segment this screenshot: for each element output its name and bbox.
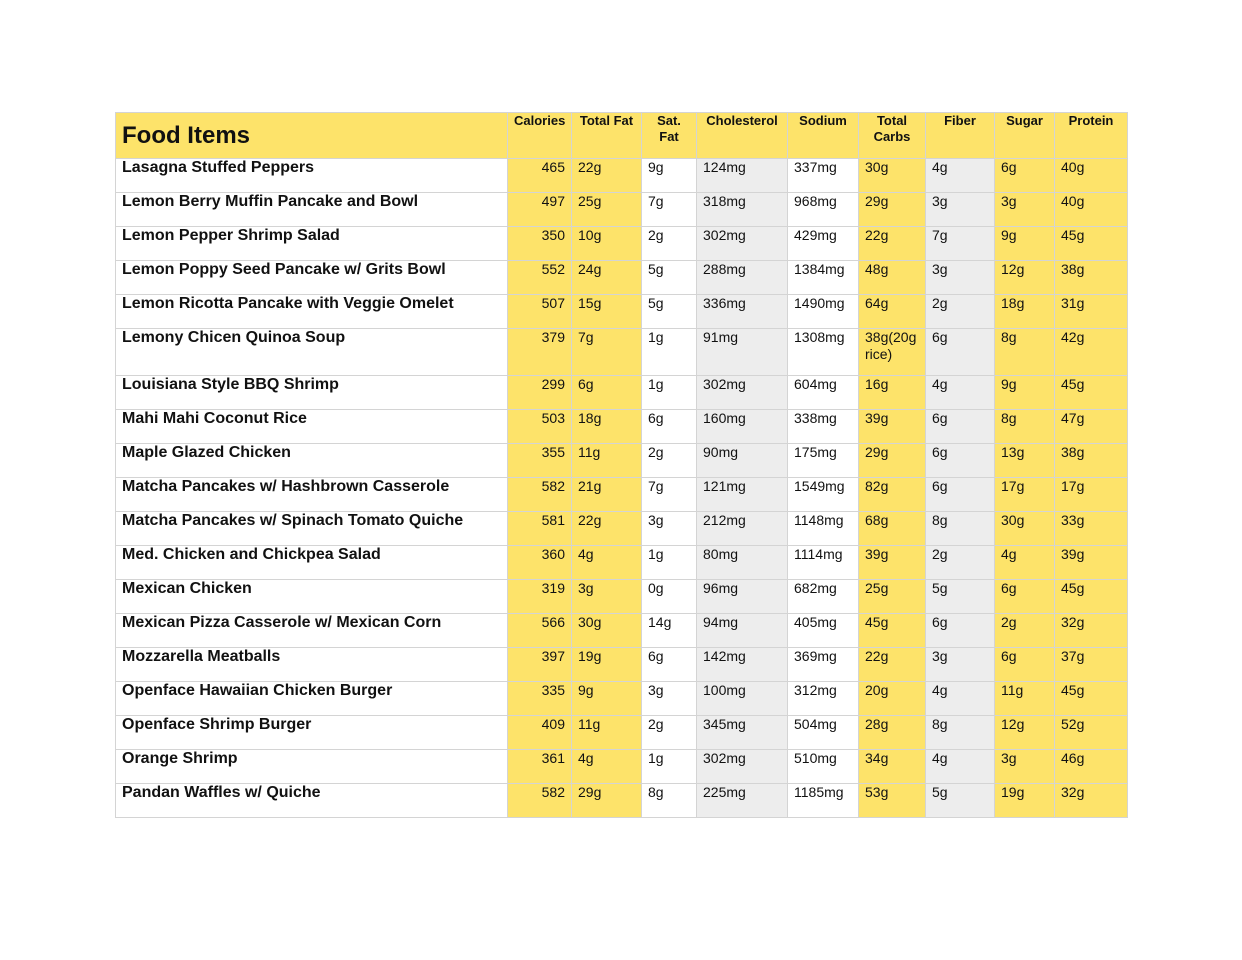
table-row (116, 329, 1128, 376)
cell-cholesterol: 124mg (697, 159, 788, 193)
cell-calories: 465 (508, 159, 572, 193)
cell-protein: 32g (1055, 614, 1128, 648)
cell-calories: 503 (508, 410, 572, 444)
cell-cholesterol: 100mg (697, 682, 788, 716)
cell-sugar: 4g (995, 546, 1055, 580)
cell-sat-fat: 2g (642, 227, 697, 261)
cell-sugar: 12g (995, 261, 1055, 295)
cell-sodium: 1114mg (788, 546, 859, 580)
cell-calories: 581 (508, 512, 572, 546)
cell-total-carbs: 20g (859, 682, 926, 716)
cell-sodium: 504mg (788, 716, 859, 750)
cell-protein: 42g (1055, 329, 1128, 376)
nutrition-table (115, 112, 1128, 818)
cell-sugar: 9g (995, 227, 1055, 261)
cell-total-fat: 25g (572, 193, 642, 227)
table-row (116, 478, 1128, 512)
cell-calories: 350 (508, 227, 572, 261)
cell-total-carbs: 22g (859, 227, 926, 261)
cell-protein: 45g (1055, 580, 1128, 614)
cell-protein: 46g (1055, 750, 1128, 784)
cell-sugar: 9g (995, 376, 1055, 410)
cell-sodium: 429mg (788, 227, 859, 261)
cell-calories: 397 (508, 648, 572, 682)
cell-cholesterol: 288mg (697, 261, 788, 295)
cell-cholesterol: 121mg (697, 478, 788, 512)
cell-sodium: 1308mg (788, 329, 859, 376)
cell-calories: 335 (508, 682, 572, 716)
table-row (116, 512, 1128, 546)
cell-fiber: 6g (926, 329, 995, 376)
food-item-name: Mahi Mahi Coconut Rice (116, 410, 508, 444)
cell-total-carbs: 45g (859, 614, 926, 648)
cell-total-fat: 10g (572, 227, 642, 261)
food-item-name: Louisiana Style BBQ Shrimp (116, 376, 508, 410)
cell-sodium: 1384mg (788, 261, 859, 295)
cell-calories: 552 (508, 261, 572, 295)
cell-total-fat: 7g (572, 329, 642, 376)
cell-sodium: 338mg (788, 410, 859, 444)
cell-cholesterol: 212mg (697, 512, 788, 546)
cell-protein: 37g (1055, 648, 1128, 682)
header-sat-fat: Sat. Fat (642, 113, 697, 159)
cell-sugar: 8g (995, 410, 1055, 444)
cell-sat-fat: 2g (642, 716, 697, 750)
cell-sat-fat: 8g (642, 784, 697, 818)
cell-fiber: 5g (926, 580, 995, 614)
table-row (116, 159, 1128, 193)
cell-protein: 45g (1055, 227, 1128, 261)
food-item-name: Matcha Pancakes w/ Spinach Tomato Quiche (116, 512, 508, 546)
cell-fiber: 4g (926, 750, 995, 784)
cell-total-carbs: 68g (859, 512, 926, 546)
header-protein: Protein (1055, 113, 1128, 159)
cell-total-fat: 6g (572, 376, 642, 410)
food-item-name: Med. Chicken and Chickpea Salad (116, 546, 508, 580)
cell-fiber: 6g (926, 614, 995, 648)
cell-sodium: 369mg (788, 648, 859, 682)
cell-total-fat: 3g (572, 580, 642, 614)
table-row (116, 444, 1128, 478)
table-row (116, 193, 1128, 227)
cell-fiber: 4g (926, 682, 995, 716)
food-item-name: Openface Shrimp Burger (116, 716, 508, 750)
cell-fiber: 7g (926, 227, 995, 261)
cell-sat-fat: 7g (642, 478, 697, 512)
cell-sat-fat: 14g (642, 614, 697, 648)
cell-protein: 31g (1055, 295, 1128, 329)
food-item-name: Openface Hawaiian Chicken Burger (116, 682, 508, 716)
cell-sodium: 1148mg (788, 512, 859, 546)
header-sodium: Sodium (788, 113, 859, 159)
cell-total-carbs: 29g (859, 193, 926, 227)
cell-sat-fat: 1g (642, 546, 697, 580)
cell-cholesterol: 80mg (697, 546, 788, 580)
header-total-fat: Total Fat (572, 113, 642, 159)
table-row (116, 614, 1128, 648)
cell-sodium: 1185mg (788, 784, 859, 818)
food-item-name: Lasagna Stuffed Peppers (116, 159, 508, 193)
cell-fiber: 3g (926, 648, 995, 682)
cell-total-fat: 24g (572, 261, 642, 295)
cell-sat-fat: 1g (642, 329, 697, 376)
cell-calories: 355 (508, 444, 572, 478)
header-total-carbs: Total Carbs (859, 113, 926, 159)
cell-sodium: 968mg (788, 193, 859, 227)
cell-calories: 497 (508, 193, 572, 227)
cell-total-fat: 22g (572, 159, 642, 193)
cell-sat-fat: 5g (642, 295, 697, 329)
cell-total-carbs: 48g (859, 261, 926, 295)
cell-sugar: 8g (995, 329, 1055, 376)
table-row (116, 410, 1128, 444)
food-item-name: Lemon Ricotta Pancake with Veggie Omelet (116, 295, 508, 329)
cell-cholesterol: 96mg (697, 580, 788, 614)
header-calories: Calories (508, 113, 572, 159)
cell-sugar: 2g (995, 614, 1055, 648)
cell-calories: 409 (508, 716, 572, 750)
cell-total-carbs: 64g (859, 295, 926, 329)
cell-protein: 38g (1055, 444, 1128, 478)
cell-protein: 45g (1055, 682, 1128, 716)
cell-sodium: 682mg (788, 580, 859, 614)
cell-total-fat: 29g (572, 784, 642, 818)
cell-protein: 40g (1055, 159, 1128, 193)
cell-fiber: 5g (926, 784, 995, 818)
cell-total-carbs: 28g (859, 716, 926, 750)
header-fiber: Fiber (926, 113, 995, 159)
food-item-name: Lemon Pepper Shrimp Salad (116, 227, 508, 261)
cell-total-carbs: 25g (859, 580, 926, 614)
cell-sat-fat: 5g (642, 261, 697, 295)
table-row (116, 261, 1128, 295)
cell-total-fat: 9g (572, 682, 642, 716)
cell-total-fat: 11g (572, 444, 642, 478)
cell-sat-fat: 6g (642, 410, 697, 444)
food-item-name: Lemon Berry Muffin Pancake and Bowl (116, 193, 508, 227)
cell-calories: 379 (508, 329, 572, 376)
cell-protein: 45g (1055, 376, 1128, 410)
cell-total-carbs: 39g (859, 546, 926, 580)
table-row (116, 648, 1128, 682)
food-item-name: Pandan Waffles w/ Quiche (116, 784, 508, 818)
cell-fiber: 4g (926, 376, 995, 410)
table-title: Food Items (116, 113, 508, 159)
food-item-name: Mozzarella Meatballs (116, 648, 508, 682)
table-row (116, 682, 1128, 716)
cell-total-carbs: 82g (859, 478, 926, 512)
cell-sugar: 19g (995, 784, 1055, 818)
cell-sugar: 17g (995, 478, 1055, 512)
cell-cholesterol: 225mg (697, 784, 788, 818)
cell-cholesterol: 302mg (697, 376, 788, 410)
cell-calories: 582 (508, 784, 572, 818)
cell-total-carbs: 53g (859, 784, 926, 818)
food-item-name: Mexican Pizza Casserole w/ Mexican Corn (116, 614, 508, 648)
cell-sodium: 1490mg (788, 295, 859, 329)
cell-calories: 319 (508, 580, 572, 614)
food-item-name: Lemony Chicen Quinoa Soup (116, 329, 508, 376)
table-row (116, 295, 1128, 329)
cell-fiber: 6g (926, 478, 995, 512)
cell-sugar: 11g (995, 682, 1055, 716)
cell-calories: 299 (508, 376, 572, 410)
cell-sat-fat: 0g (642, 580, 697, 614)
cell-total-fat: 30g (572, 614, 642, 648)
cell-cholesterol: 302mg (697, 227, 788, 261)
cell-total-fat: 22g (572, 512, 642, 546)
table-row (116, 750, 1128, 784)
cell-total-fat: 18g (572, 410, 642, 444)
cell-total-carbs: 22g (859, 648, 926, 682)
cell-protein: 17g (1055, 478, 1128, 512)
cell-total-carbs: 30g (859, 159, 926, 193)
cell-total-carbs: 38g(20g rice) (859, 329, 926, 376)
cell-calories: 582 (508, 478, 572, 512)
cell-cholesterol: 91mg (697, 329, 788, 376)
header-sugar: Sugar (995, 113, 1055, 159)
table-row (116, 546, 1128, 580)
cell-fiber: 2g (926, 546, 995, 580)
cell-sat-fat: 1g (642, 376, 697, 410)
cell-protein: 39g (1055, 546, 1128, 580)
cell-protein: 47g (1055, 410, 1128, 444)
table-body (116, 159, 1128, 818)
cell-total-fat: 11g (572, 716, 642, 750)
table-row (116, 716, 1128, 750)
cell-sugar: 6g (995, 648, 1055, 682)
cell-sodium: 604mg (788, 376, 859, 410)
cell-sugar: 13g (995, 444, 1055, 478)
cell-sugar: 6g (995, 580, 1055, 614)
cell-calories: 360 (508, 546, 572, 580)
cell-calories: 507 (508, 295, 572, 329)
cell-cholesterol: 318mg (697, 193, 788, 227)
cell-protein: 40g (1055, 193, 1128, 227)
cell-sodium: 312mg (788, 682, 859, 716)
cell-fiber: 3g (926, 261, 995, 295)
cell-total-carbs: 39g (859, 410, 926, 444)
cell-fiber: 8g (926, 716, 995, 750)
cell-sodium: 510mg (788, 750, 859, 784)
cell-total-fat: 19g (572, 648, 642, 682)
food-item-name: Matcha Pancakes w/ Hashbrown Casserole (116, 478, 508, 512)
table-row (116, 580, 1128, 614)
food-item-name: Orange Shrimp (116, 750, 508, 784)
cell-sat-fat: 2g (642, 444, 697, 478)
table-row (116, 376, 1128, 410)
cell-protein: 38g (1055, 261, 1128, 295)
cell-sat-fat: 1g (642, 750, 697, 784)
header-row (116, 113, 1128, 159)
cell-fiber: 8g (926, 512, 995, 546)
cell-cholesterol: 302mg (697, 750, 788, 784)
table-row (116, 784, 1128, 818)
food-item-name: Lemon Poppy Seed Pancake w/ Grits Bowl (116, 261, 508, 295)
cell-fiber: 4g (926, 159, 995, 193)
cell-sodium: 337mg (788, 159, 859, 193)
cell-protein: 33g (1055, 512, 1128, 546)
cell-sat-fat: 9g (642, 159, 697, 193)
cell-fiber: 3g (926, 193, 995, 227)
cell-total-fat: 21g (572, 478, 642, 512)
cell-sugar: 18g (995, 295, 1055, 329)
cell-total-fat: 4g (572, 750, 642, 784)
cell-sugar: 3g (995, 193, 1055, 227)
cell-protein: 52g (1055, 716, 1128, 750)
cell-sugar: 6g (995, 159, 1055, 193)
cell-sodium: 405mg (788, 614, 859, 648)
cell-total-fat: 4g (572, 546, 642, 580)
cell-cholesterol: 345mg (697, 716, 788, 750)
food-item-name: Mexican Chicken (116, 580, 508, 614)
cell-total-fat: 15g (572, 295, 642, 329)
cell-cholesterol: 94mg (697, 614, 788, 648)
cell-calories: 566 (508, 614, 572, 648)
cell-sat-fat: 7g (642, 193, 697, 227)
cell-fiber: 2g (926, 295, 995, 329)
cell-cholesterol: 90mg (697, 444, 788, 478)
cell-fiber: 6g (926, 410, 995, 444)
cell-total-carbs: 16g (859, 376, 926, 410)
cell-cholesterol: 142mg (697, 648, 788, 682)
cell-sugar: 30g (995, 512, 1055, 546)
food-item-name: Maple Glazed Chicken (116, 444, 508, 478)
table-row (116, 227, 1128, 261)
cell-sat-fat: 3g (642, 682, 697, 716)
cell-cholesterol: 336mg (697, 295, 788, 329)
cell-total-carbs: 29g (859, 444, 926, 478)
cell-sodium: 175mg (788, 444, 859, 478)
cell-fiber: 6g (926, 444, 995, 478)
cell-protein: 32g (1055, 784, 1128, 818)
cell-total-carbs: 34g (859, 750, 926, 784)
cell-sat-fat: 6g (642, 648, 697, 682)
cell-sat-fat: 3g (642, 512, 697, 546)
cell-cholesterol: 160mg (697, 410, 788, 444)
cell-calories: 361 (508, 750, 572, 784)
header-cholesterol: Cholesterol (697, 113, 788, 159)
cell-sodium: 1549mg (788, 478, 859, 512)
cell-sugar: 3g (995, 750, 1055, 784)
cell-sugar: 12g (995, 716, 1055, 750)
